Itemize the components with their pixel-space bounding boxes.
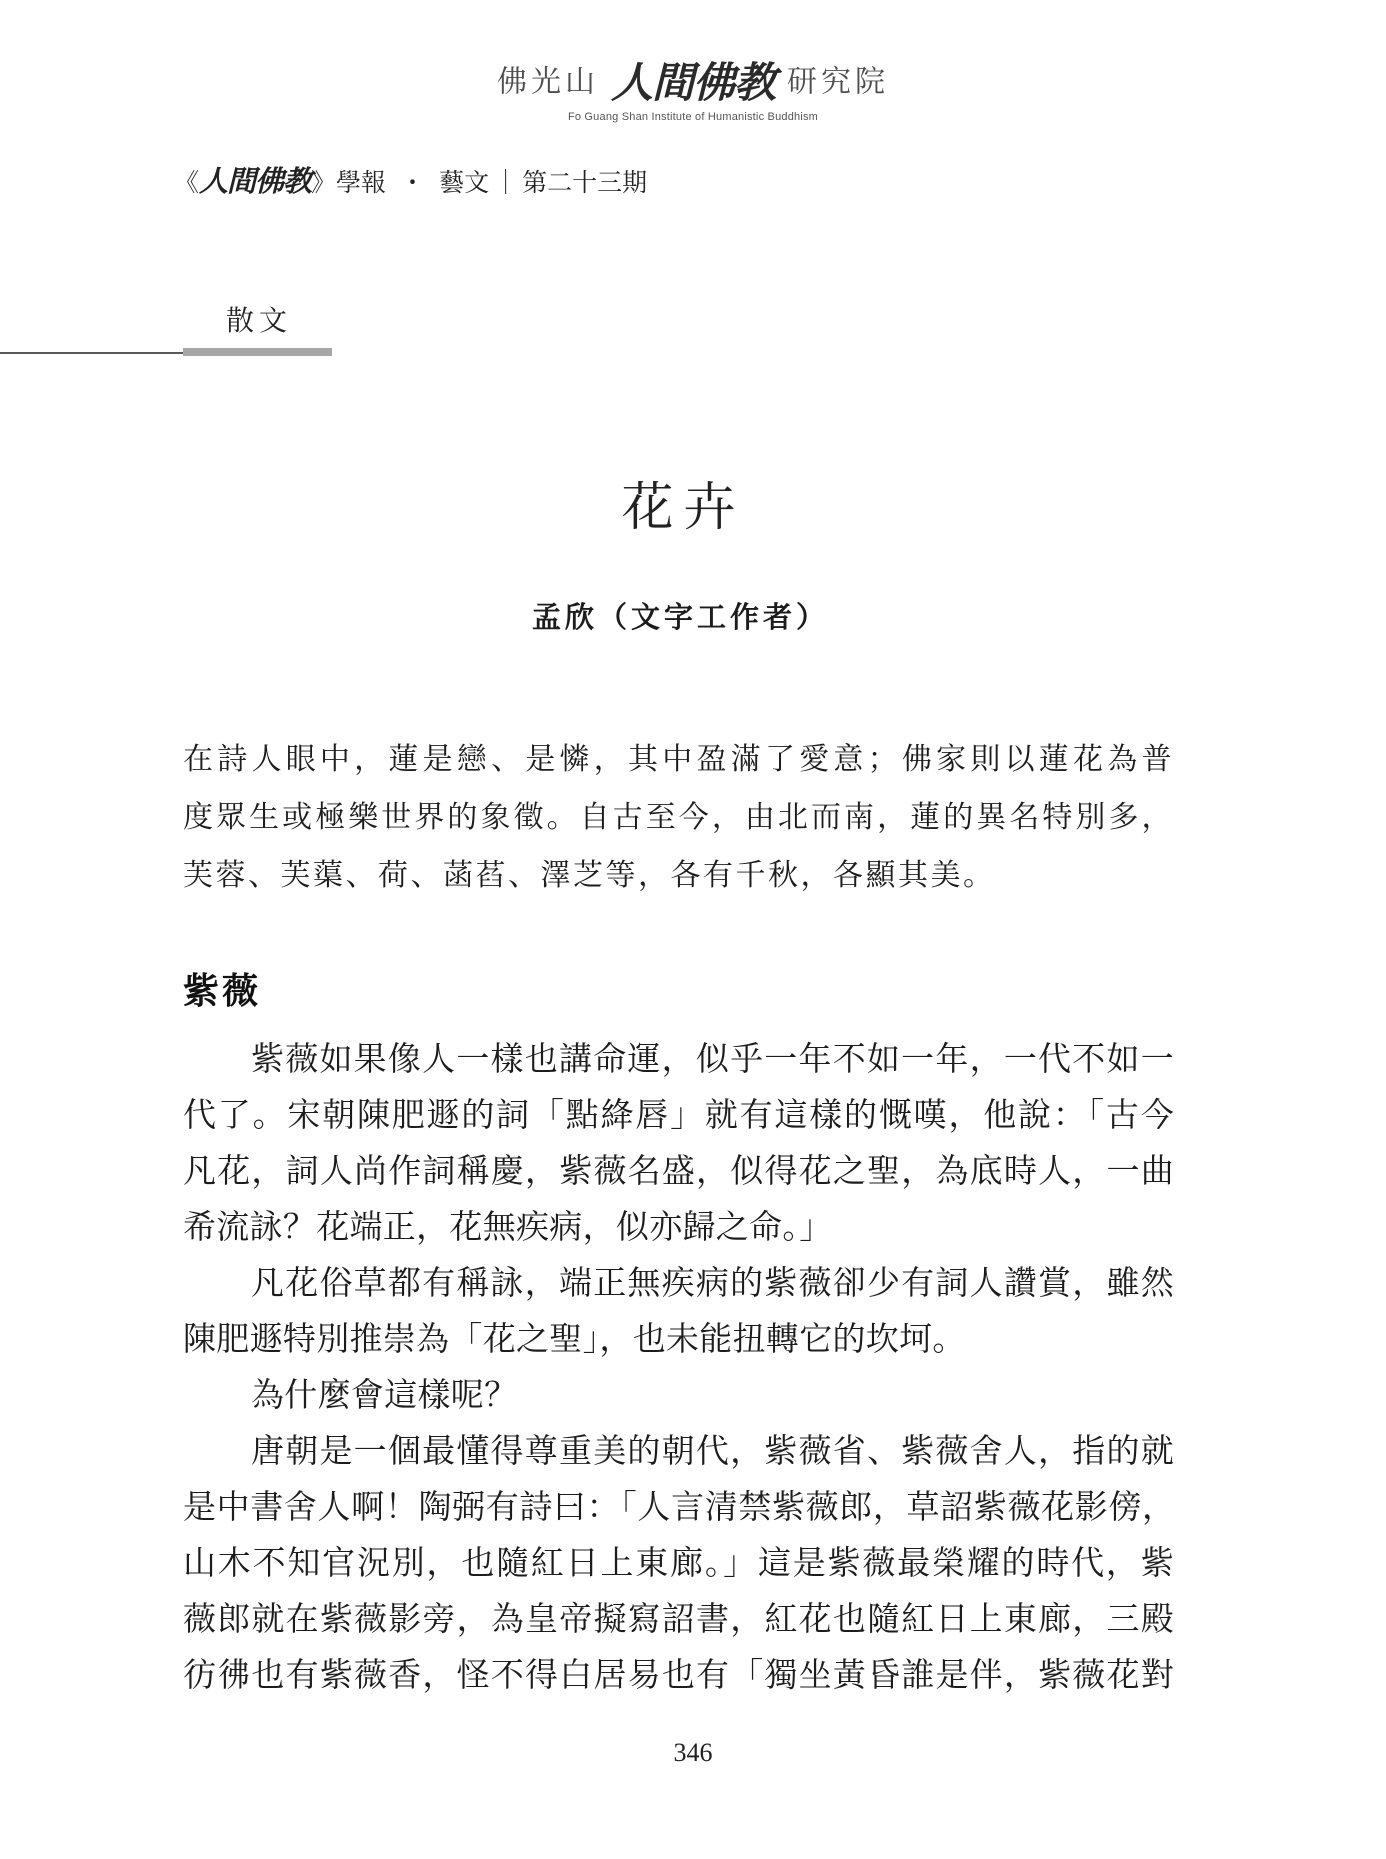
running-head-journal-name: 人間佛教 bbox=[199, 164, 312, 198]
body-line: 凡花，詞人尚作詞稱慶，紫薇名盛，似得花之聖，為底時人，一曲 bbox=[183, 1151, 1174, 1190]
running-head bbox=[174, 164, 647, 200]
paragraph bbox=[183, 1255, 1174, 1367]
institute-logo-text: 人間佛教 bbox=[610, 57, 775, 107]
body-line: 薇郎就在紫薇影旁，為皇帝擬寫詔書，紅花也隨紅日上東廊，三殿 bbox=[183, 1599, 1174, 1638]
article-title: 花卉 bbox=[621, 478, 746, 538]
institute-suffix: 研究院 bbox=[787, 64, 889, 100]
body-line: 紫薇如果像人一樣也講命運，似乎一年不如一年，一代不如一 bbox=[251, 1039, 1174, 1078]
running-head-after-name: 》學報 bbox=[311, 168, 387, 197]
body-line: 彷彿也有紫薇香，怪不得白居易也有「獨坐黃昏誰是伴，紫薇花對 bbox=[183, 1655, 1174, 1694]
section-label: 散文 bbox=[226, 304, 293, 337]
section-heading: 紫薇 bbox=[183, 971, 262, 1012]
running-head-issue: 第二十三期 bbox=[522, 168, 648, 197]
body-line: 凡花俗草都有稱詠，端正無疾病的紫薇卻少有詞人讚賞，雖然 bbox=[251, 1263, 1174, 1302]
running-head-bracket-open: 《 bbox=[174, 168, 200, 197]
page-number: 346 bbox=[673, 1738, 713, 1767]
intro-line: 芙蓉、芙蕖、荷、菡萏、澤芝等，各有千秋，各顯其美。 bbox=[183, 858, 996, 893]
body-line: 希流詠？花端正，花無疾病，似亦歸之命。」 bbox=[183, 1207, 833, 1246]
body-line: 唐朝是一個最懂得尊重美的朝代，紫薇省、紫薇舍人，指的就 bbox=[251, 1431, 1174, 1470]
body-line: 是中書舍人啊！陶弼有詩曰：「人言清禁紫薇郎，草詔紫薇花影傍， bbox=[183, 1487, 1174, 1526]
section-body bbox=[183, 1031, 1174, 1703]
section-rule-accent bbox=[183, 348, 332, 356]
body-line: 代了。宋朝陳肥遯的詞「點絳唇」就有這樣的慨嘆，他說：「古今 bbox=[183, 1095, 1174, 1134]
paragraph bbox=[183, 1423, 1174, 1703]
body-line: 為什麼會這樣呢？ bbox=[251, 1375, 518, 1414]
body-line: 山木不知官況別，也隨紅日上東廊。」這是紫薇最榮耀的時代，紫 bbox=[183, 1543, 1174, 1582]
institute-header bbox=[0, 58, 1386, 107]
running-head-dot: ・ bbox=[400, 168, 426, 197]
article-author: 孟欣（文字工作者） bbox=[531, 600, 829, 634]
body-line: 陳肥遯特別推崇為「花之聖」，也未能扭轉它的坎坷。 bbox=[183, 1319, 966, 1358]
intro-line: 在詩人眼中，蓮是戀、是憐，其中盈滿了愛意；佛家則以蓮花為普 bbox=[183, 742, 1174, 777]
intro-line: 度眾生或極樂世界的象徵。自古至今，由北而南，蓮的異名特別多， bbox=[183, 800, 1174, 835]
running-head-category: 藝文 bbox=[439, 168, 490, 197]
paragraph bbox=[183, 1031, 1174, 1255]
institute-prefix: 佛光山 bbox=[496, 64, 599, 100]
running-head-bar: ｜ bbox=[493, 168, 519, 197]
paragraph bbox=[183, 1367, 1174, 1423]
intro-paragraph bbox=[183, 731, 1174, 905]
institute-english-name: Fo Guang Shan Institute of Humanistic Buddhism bbox=[567, 111, 819, 123]
